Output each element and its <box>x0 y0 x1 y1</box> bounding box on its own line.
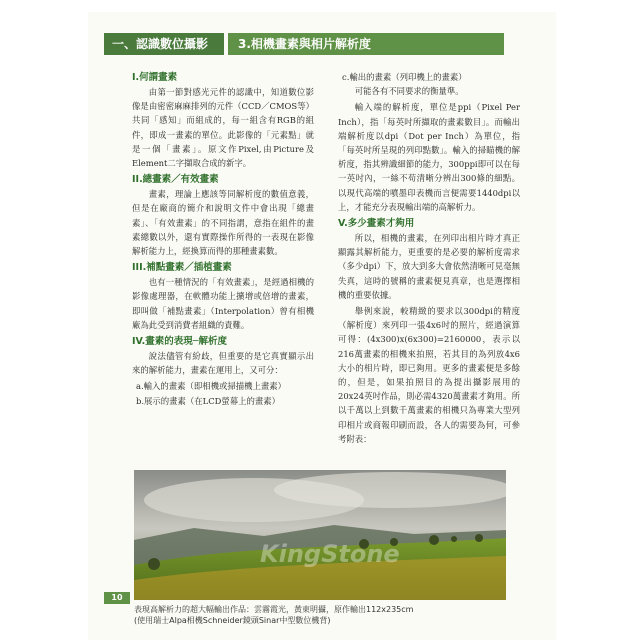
chapter-header <box>104 33 504 55</box>
paragraph: 所以，相機的畫素，在列印出相片時才真正顯露其解析能力，更重要的是必要的解析度需求（多少dpi）下，放大到多大會依然清晰可見毫無失真，這時的號稱的畫素便見真章，也是選擇相機的重要依據。 <box>338 233 520 300</box>
pixel-type-list <box>132 379 314 407</box>
list-item: c.輸出的畫素（列印機上的畫素） <box>342 72 467 82</box>
left-column <box>132 70 314 408</box>
caption-line: 表現高解析力的超大幅輸出作品：雲霧霞光，黃東明攝，原作輸出112x235cm <box>134 605 414 614</box>
paragraph: 可能各有不同要求的衡量準。 <box>354 86 464 97</box>
photo-caption <box>134 604 514 626</box>
right-column <box>338 70 520 448</box>
paragraph: 由第一節對感光元件的認識中，知道數位影像是由密密麻麻排列的元件（CCD／CMOS等）共同「感知」而組成的，每一組含有RGB的組件，即成一畫素的單位。此影像的「元素點」就是一個「畫素」。原文作Pixel,由Picture及Element二字擷取合成的新字。 <box>132 87 314 169</box>
heading-how-many-pixels: V.多少畫素才夠用 <box>338 218 415 230</box>
pixel-type-list-continued <box>338 70 520 84</box>
landscape-photo <box>134 470 506 600</box>
heading-what-is-pixel: I.何謂畫素 <box>132 72 178 83</box>
paragraph: 畫素，理論上應該等同解析度的數值意義，但是在廠商的簡介和說明文件中會出現「總畫素」、「有效畫素」的不同指謂，意指在組件的畫素總數以外，還有實際操作所得的一表現在影像解析能力上，經換算而得的那種畫素數。 <box>132 189 314 257</box>
paragraph: 也有一種情況的「有效畫素」，是經過相機的影像處理器，在軟體功能上擴增或倍增的畫素，即叫做「補點畫素」（Interpolation）曾有相機廠為此受到消費者組織的責難。 <box>132 277 314 330</box>
page-number: 10 <box>104 592 130 604</box>
caption-line: (使用瑞士Alpa相機Schneider鏡頭Sinar中型數位機背) <box>134 616 331 625</box>
paragraph: 舉例來說，較精緻的要求以300dpi的精度（解析度）來列印一張4x6吋的照片，經過演算可得：(4x300)x(6x300)=2160000，表示以216萬畫素的相機來拍照，若其目的為列放4x6大小的相片時，即已夠用。更多的畫素便是多餘的，但是，如果拍照目的為提出攝影展用的20x24英吋作品，則必需4320萬畫素才夠用。所以千萬以上到數千萬畫素的相機只為專業大型列印相片或商報印刷而設，各人的需要為何，可參考附表： <box>338 306 520 444</box>
list-item: a.輸入的畫素（即相機或掃描機上畫素） <box>136 381 287 392</box>
paragraph: 說法儘管有紛歧，但重要的是它真實顯示出來的解析能力，畫素在運用上，又可分： <box>132 351 314 376</box>
section-title: 3.相機畫素與相片解析度 <box>228 33 504 55</box>
heading-interpolated-pixels: III.補點畫素／插植畫素 <box>132 262 232 274</box>
watermark-text: KingStone <box>260 540 400 568</box>
heading-resolution: IV.畫素的表現─解析度 <box>132 336 227 348</box>
paragraph: 輸入端的解析度，單位是ppi（Pixel Per Inch），指「每英吋所擷取的畫素數目」。而輸出端解析度以dpi（Dot per Inch）為單位，指「每英吋所呈現的列印點數」。輸入的掃瞄機的解析度，指其辨識細節的能力，300ppi即可以在每一英吋內，一絲不苟清晰分辨出300條的細點。以現代高端的噴墨印表機而言便需要1440dpi以上，才能充分表現輸出端的高解析力。 <box>338 102 520 212</box>
heading-total-effective-pixels: II.總畫素／有效畫素 <box>132 174 219 186</box>
chapter-title: 一、認識數位攝影 <box>104 33 224 55</box>
list-item: b.展示的畫素（在LCD螢幕上的畫素） <box>136 395 280 406</box>
